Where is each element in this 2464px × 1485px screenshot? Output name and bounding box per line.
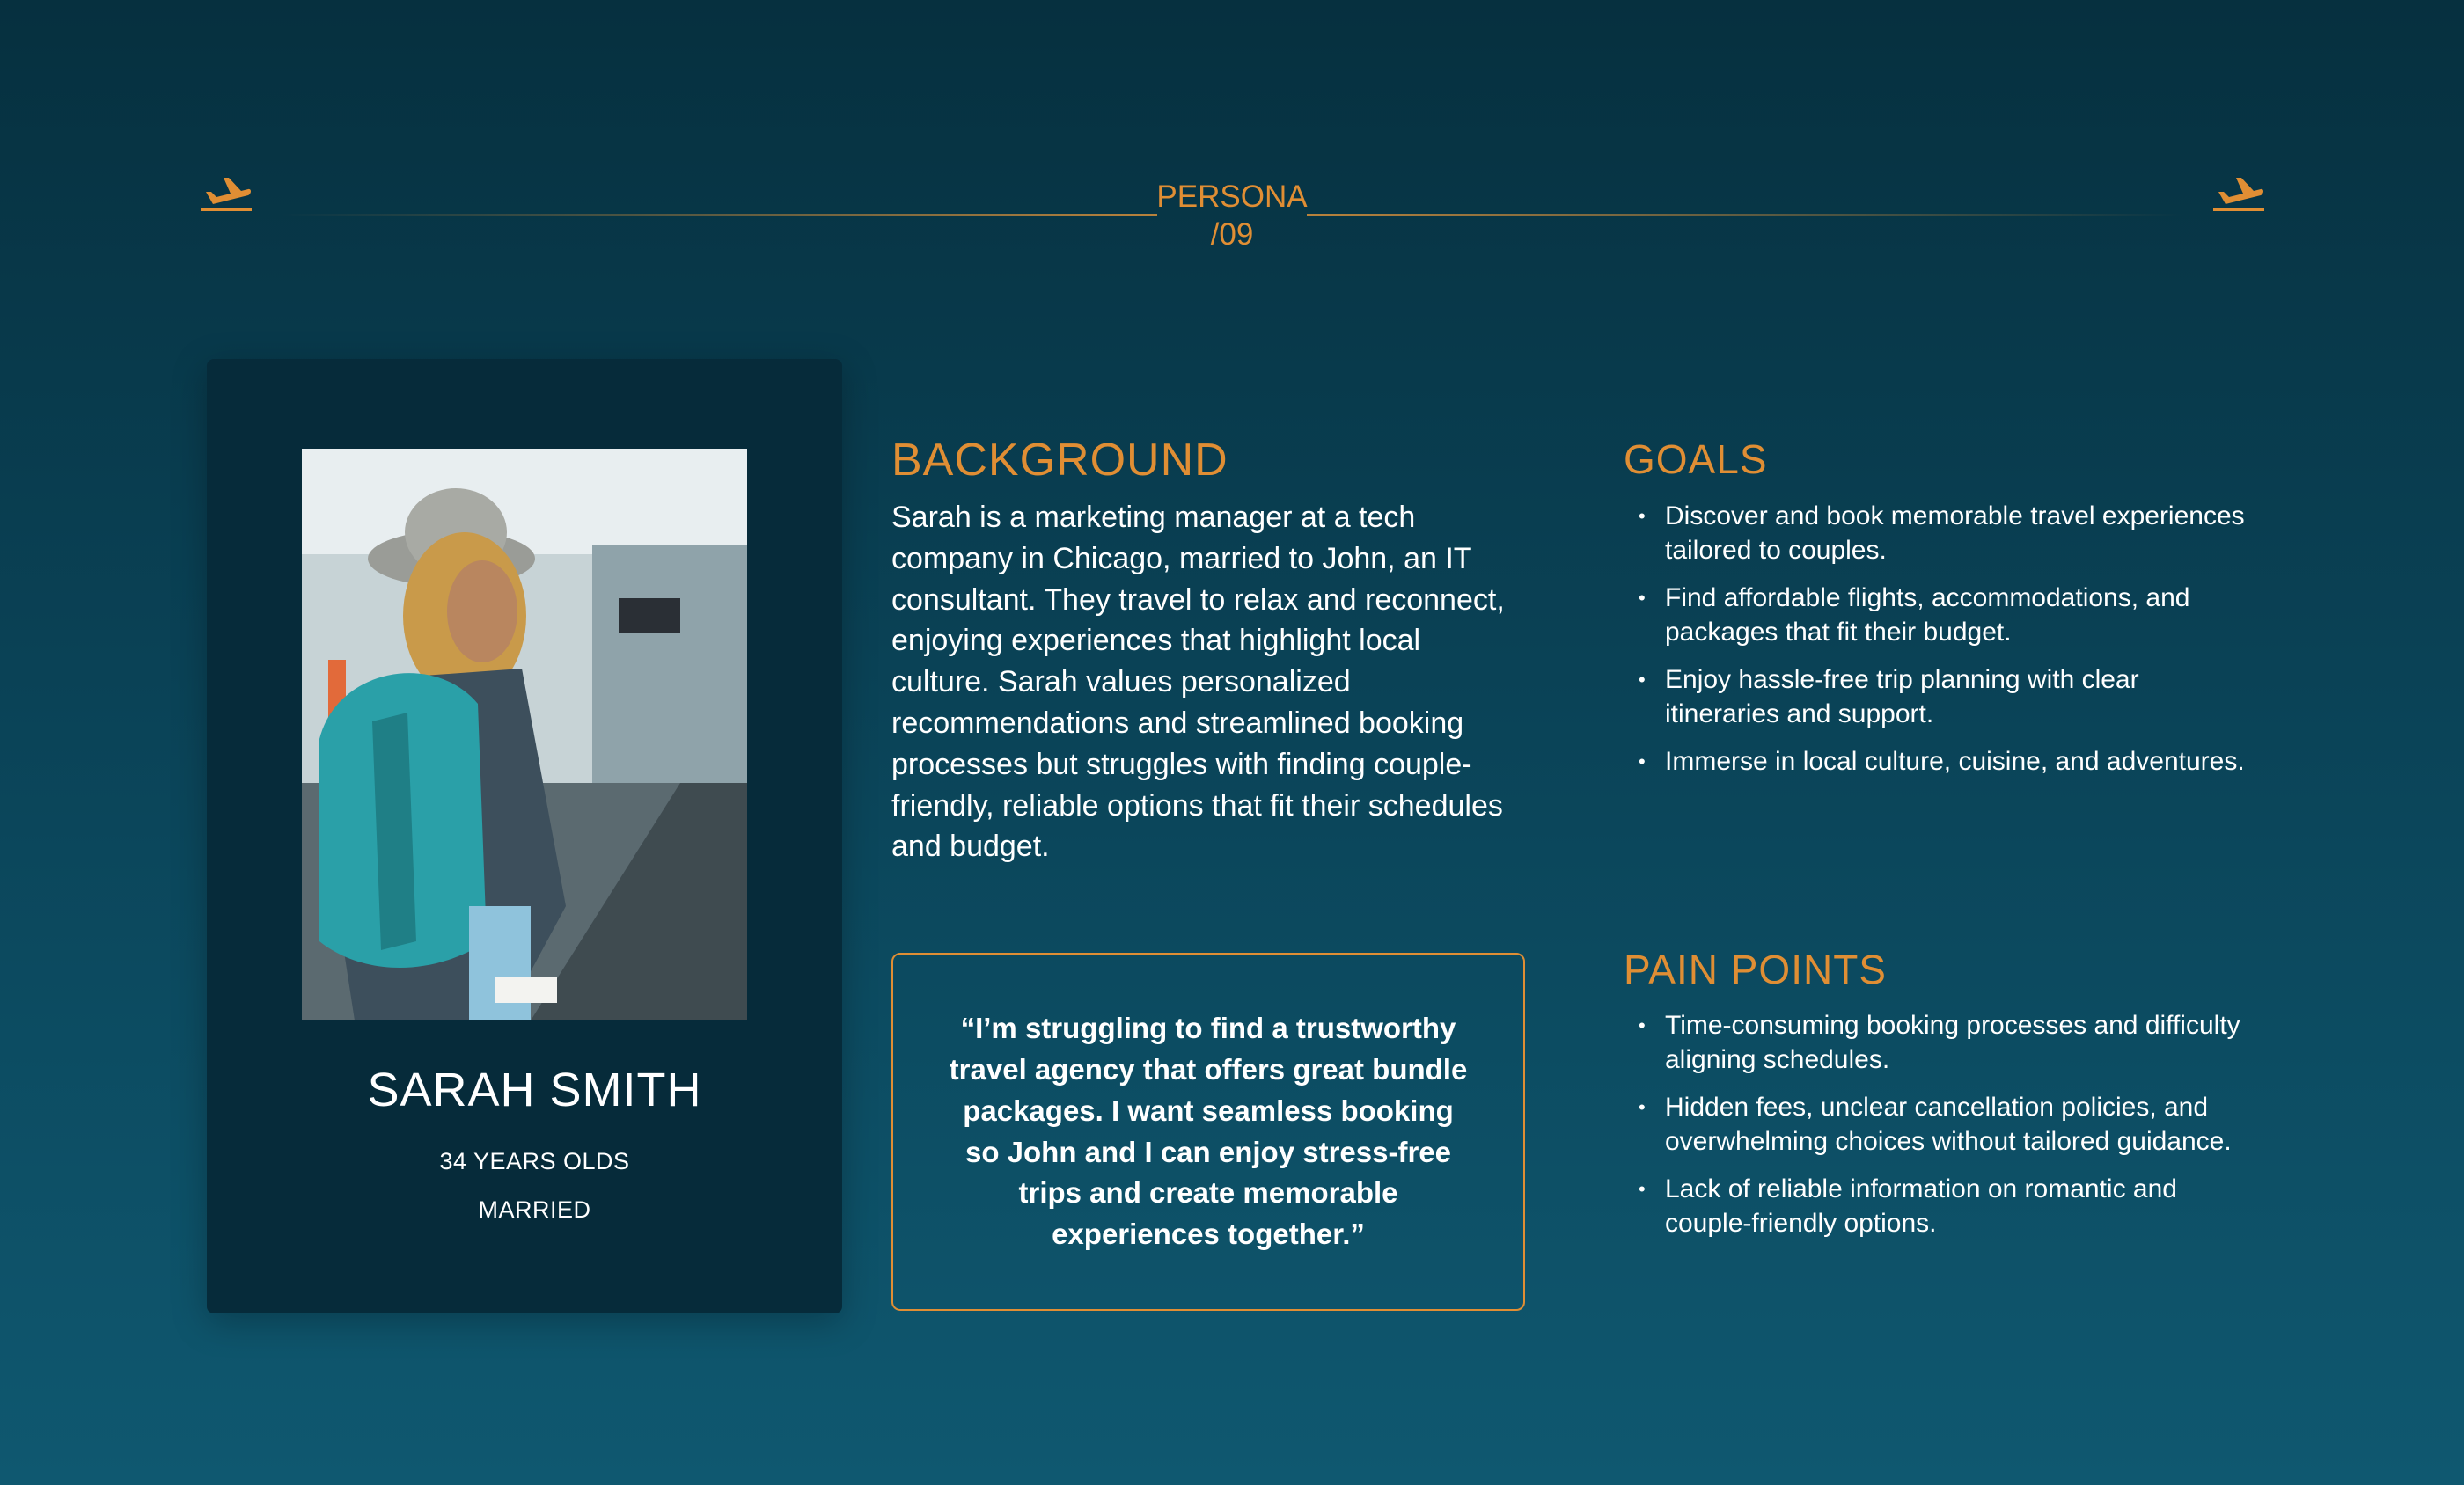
background-heading: BACKGROUND [891,435,1228,486]
persona-name: SARAH SMITH [367,1064,702,1116]
pain-point-item: • Hidden fees, unclear cancellation policies, and overwhelming choices without tailored guidance. [1639,1090,2255,1159]
header-divider-left [282,214,1157,216]
airplane-takeoff-icon [201,174,252,211]
profile-card [207,359,842,1313]
goal-item: • Find affordable flights, accommodations, and packages that fit their budget. [1639,581,2255,649]
quote-box [891,953,1525,1311]
goals-list [1639,499,2255,792]
goal-item: • Immerse in local culture, cuisine, and adventures. [1639,744,2255,779]
goal-item: • Enjoy hassle-free trip planning with clear itineraries and support. [1639,662,2255,731]
persona-age: 34 YEARS OLDS [439,1148,630,1174]
pain-point-item: • Time-consuming booking processes and difficulty aligning schedules. [1639,1008,2255,1077]
header-persona-number: /09 [1210,217,1254,252]
goal-item: • Discover and book memorable travel experiences tailored to couples. [1639,499,2255,567]
persona-photo [302,449,747,1020]
goals-heading: GOALS [1624,436,1768,482]
background-text: Sarah is a marketing manager at a tech company in Chicago, married to John, an IT consultant. They travel to relax and reconnect, enjoying experiences that highlight local culture. Sarah values personalized recommendations and streamlined booking processes but struggles with finding couple-friendly, reliable options that fit their schedules and budget. [891,501,1505,864]
pain-points-heading: PAIN POINTS [1624,947,1887,992]
header-title [1100,178,1364,253]
persona-marital-status: MARRIED [478,1196,591,1223]
header-divider-right [1307,214,2182,216]
pain-points-list [1639,1008,2255,1254]
header [0,0,2464,282]
airplane-takeoff-icon [2213,174,2264,211]
pain-point-item: • Lack of reliable information on romantic and couple-friendly options. [1639,1172,2255,1240]
quote-text: “I’m struggling to find a trustworthy travel agency that offers great bundle packages. I want seamless booking so John and I can enjoy stress-free trips and create memorable experiences together.” [949,1012,1468,1251]
header-title-label: PERSONA [1156,179,1308,214]
